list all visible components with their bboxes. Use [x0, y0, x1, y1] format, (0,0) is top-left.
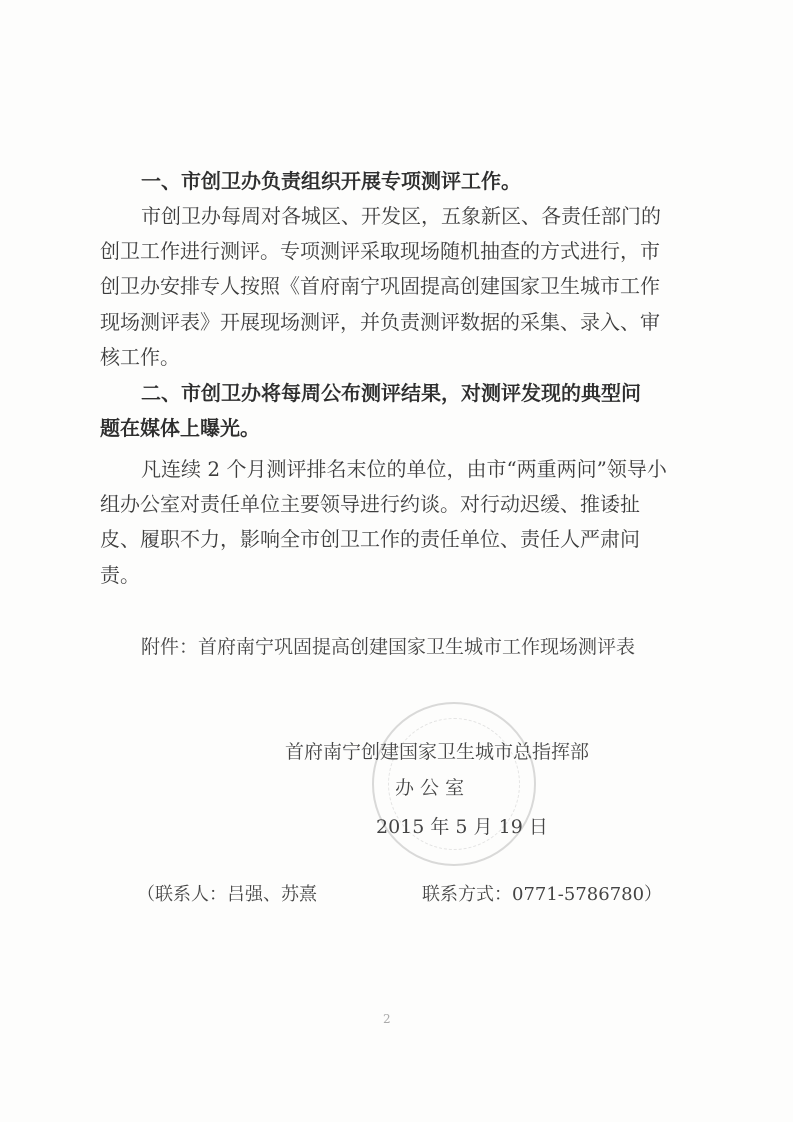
section-2-line-1: 凡连续 2 个月测评排名末位的单位，由市“两重两问”领导小	[141, 457, 667, 481]
section-2-line-3: 皮、履职不力，影响全市创卫工作的责任单位、责任人严肃问	[100, 527, 640, 551]
section-1-line-4: 现场测评表》开展现场测评，并负责测评数据的采集、录入、审	[100, 310, 660, 334]
section-2-line-2: 组办公室对责任单位主要领导进行约谈。对行动迟缓、推诿扯	[100, 492, 640, 516]
section-1-line-5: 核工作。	[100, 345, 180, 369]
section-2-heading-line-1: 二、市创卫办将每周公布测评结果，对测评发现的典型问	[141, 381, 641, 405]
section-1-line-1: 市创卫办每周对各城区、开发区，五象新区、各责任部门的	[141, 204, 661, 228]
section-1-line-3: 创卫办安排专人按照《首府南宁巩固提高创建国家卫生城市工作	[100, 274, 660, 298]
attachment-line: 附件：首府南宁巩固提高创建国家卫生城市工作现场测评表	[141, 636, 636, 658]
section-1-line-2: 创卫工作进行测评。专项测评采取现场随机抽查的方式进行，市	[100, 239, 660, 263]
section-2-line-4: 责。	[100, 563, 140, 587]
contact-phone: 联系方式：0771-5786780）	[422, 884, 663, 905]
section-1-heading: 一、市创卫办负责组织开展专项测评工作。	[141, 169, 521, 193]
signature-org: 首府南宁创建国家卫生城市总指挥部	[285, 741, 590, 763]
contact-people: （联系人：吕强、苏熹	[137, 884, 317, 905]
signature-date: 2015 年 5 月 19 日	[376, 816, 548, 838]
section-2-heading-line-2: 题在媒体上曝光。	[100, 416, 260, 440]
page-number: 2	[383, 1012, 391, 1026]
signature-office: 办 公 室	[395, 777, 465, 799]
